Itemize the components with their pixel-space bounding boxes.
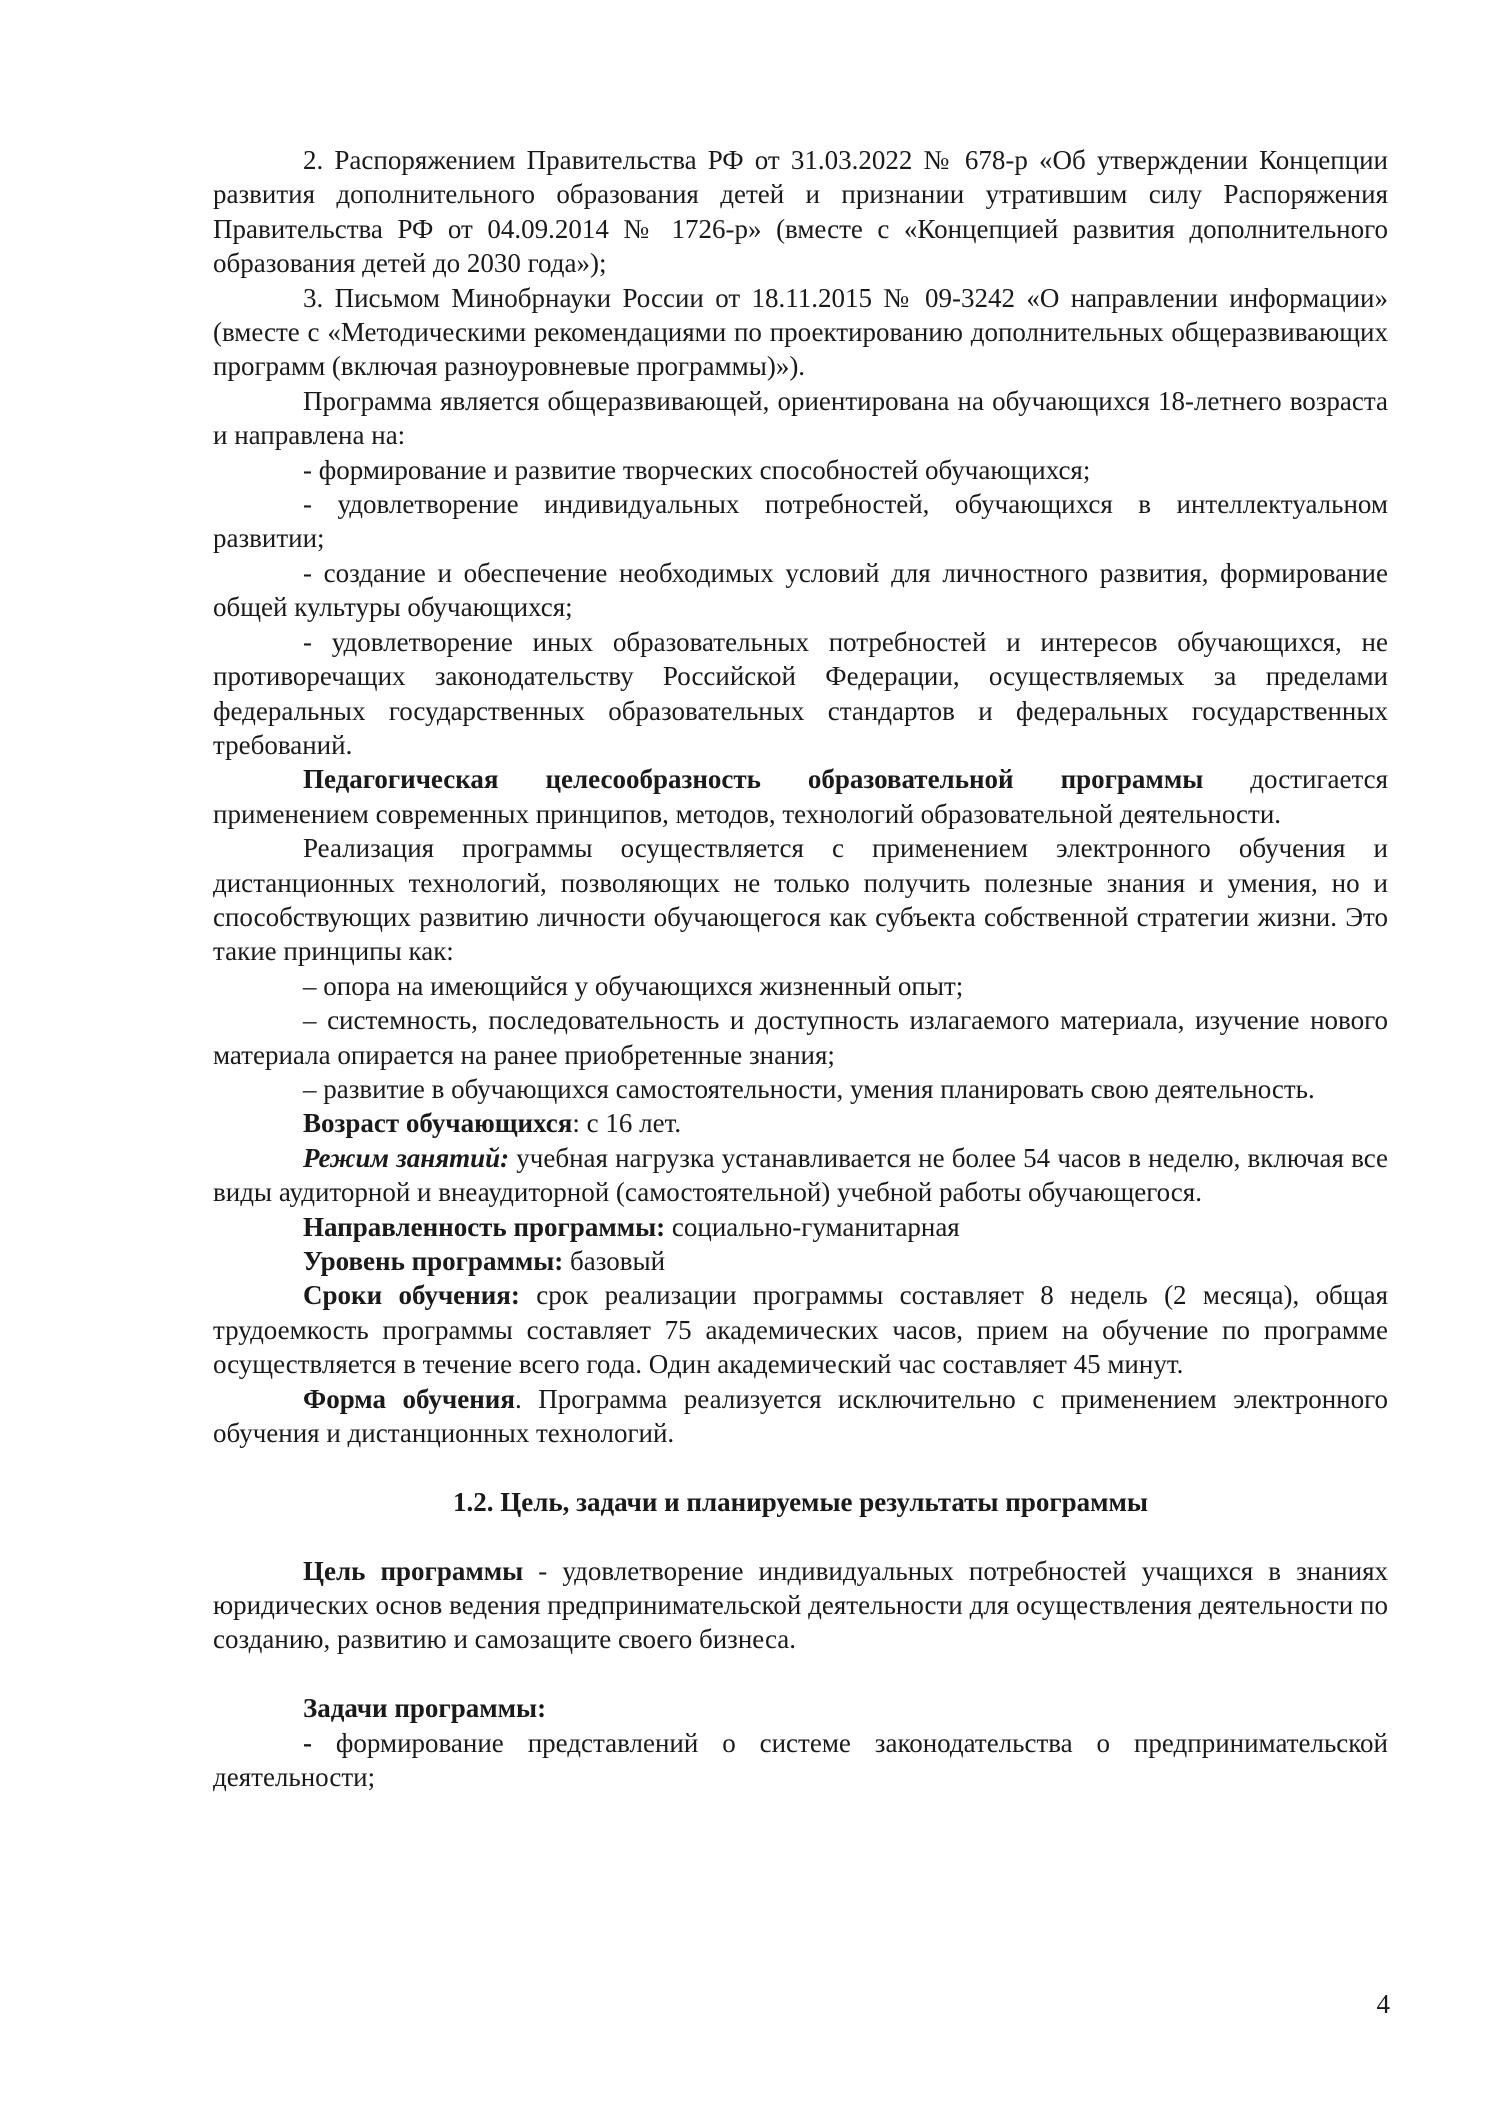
- document-body: [213, 143, 1388, 1794]
- orientation-label: Направленность программы:: [303, 1211, 666, 1242]
- paragraph-pedagogy: [213, 762, 1388, 831]
- paragraph-mode: [213, 1141, 1388, 1210]
- level-label: Уровень программы:: [303, 1246, 564, 1276]
- pedagogy-label: Педагогическая целесообразность образовательной программы: [303, 764, 1204, 795]
- mode-text: учебная нагрузка устанавливается не более 54 часов в неделю, включая все виды аудиторной и внеаудиторной (самостоятельной) учебной работы обучающегося.: [213, 1142, 1388, 1208]
- age-label: Возраст обучающихся: [303, 1108, 573, 1139]
- paragraph-level: [213, 1244, 1388, 1278]
- paragraph-program-description: Программа является общеразвивающей, ориентирована на обучающихся 18-летнего возраста и направлена на:: [213, 385, 1388, 451]
- list-item-direction: - создание и обеспечение необходимых условий для личностного развития, формирование общей культуры обучающихся;: [213, 557, 1388, 623]
- list-item-task: [213, 1726, 1388, 1795]
- paragraph-implementation: Реализация программы осуществляется с применением электронного обучения и дистанционных технологий, позволяющих не только получить полезные знания и умения, но и способствующих развитию личности обучающегося как субъекта собственной стратегии жизни. Это такие принципы как:: [213, 833, 1388, 967]
- paragraph-terms: [213, 1278, 1388, 1381]
- list-item-direction: - удовлетворение индивидуальных потребностей, обучающихся в интеллектуальном развитии;: [213, 489, 1388, 554]
- paragraph-goal: [213, 1554, 1388, 1657]
- list-item-principle: – системность, последовательность и доступность излагаемого материала, изучение нового материала опирается на ранее приобретенные знания;: [213, 1005, 1388, 1070]
- task-marker: -: [303, 1727, 312, 1758]
- goal-text: - удовлетворение индивидуальных потребностей учащихся в знаниях юридических основ ведения предпринимательской деятельности для осуществления деятельности по созданию, развитию и самозащите своего бизнеса.: [213, 1555, 1388, 1655]
- pedagogy-text: достигается применением современных принципов, методов, технологий образовательной деятельности.: [213, 764, 1389, 829]
- orientation-text: социально-гуманитарная: [665, 1211, 960, 1242]
- paragraph-regulation-3: 3. Письмом Минобрнауки России от 18.11.2015 № 09-3242 «О направлении информации» (вместе с «Методическими рекомендациями по проектированию дополнительных общеразвивающих программ (включая разноуровневые программы)»).: [213, 282, 1388, 382]
- task-text: формирование представлений о системе законодательства о предпринимательской деятельности;: [213, 1727, 1388, 1793]
- list-item-principle: – развитие в обучающихся самостоятельности, умения планировать свою деятельность.: [303, 1073, 1315, 1104]
- form-label: Форма обучения: [303, 1383, 515, 1414]
- paragraph-age: [213, 1106, 1388, 1140]
- form-text: . Программа реализуется исключительно с применением электронного обучения и дистанционных технологий.: [213, 1383, 1388, 1449]
- mode-label: Режим занятий:: [303, 1142, 510, 1173]
- paragraph-regulation-2: 2. Распоряжением Правительства РФ от 31.03.2022 № 678-р «Об утверждении Концепции развития дополнительного образования детей и признании утратившим силу Распоряжения Правительства РФ от 04.09.2014 № 1726-р» (вместе с «Концепцией развития дополнительного образования детей до 2030 года»);: [213, 145, 1388, 279]
- goal-label: Цель программы: [303, 1555, 524, 1586]
- paragraph-orientation: [213, 1210, 1388, 1244]
- spacer: [213, 1519, 1388, 1553]
- spacer: [213, 1657, 1388, 1691]
- page-number: 4: [1376, 1989, 1390, 2019]
- paragraph-form: [213, 1382, 1388, 1451]
- terms-label: Сроки обучения:: [303, 1280, 520, 1311]
- list-item-principle: – опора на имеющийся у обучающихся жизненный опыт;: [303, 970, 964, 1001]
- age-text: : с 16 лет.: [572, 1108, 682, 1139]
- terms-text: срок реализации программы составляет 8 недель (2 месяца), общая трудоемкость программы составляет 75 академических часов, прием на обучение по программе осуществляется в течение всего года. Один академический час составляет 45 минут.: [213, 1280, 1388, 1380]
- spacer: [213, 1450, 1388, 1484]
- tasks-label: Задачи программы:: [303, 1693, 547, 1724]
- level-text: базовый: [563, 1246, 666, 1276]
- list-item-direction: - удовлетворение иных образовательных потребностей и интересов обучающихся, не противоречащих законодательству Российской Федерации, осуществляемых за пределами федеральных государственных образовательных стандартов и федеральных государственных требований.: [213, 626, 1388, 760]
- section-heading: 1.2. Цель, задачи и планируемые результаты программы: [453, 1486, 1148, 1517]
- list-item-direction: - формирование и развитие творческих способностей обучающихся;: [303, 454, 1091, 485]
- tasks-heading: [213, 1691, 1388, 1725]
